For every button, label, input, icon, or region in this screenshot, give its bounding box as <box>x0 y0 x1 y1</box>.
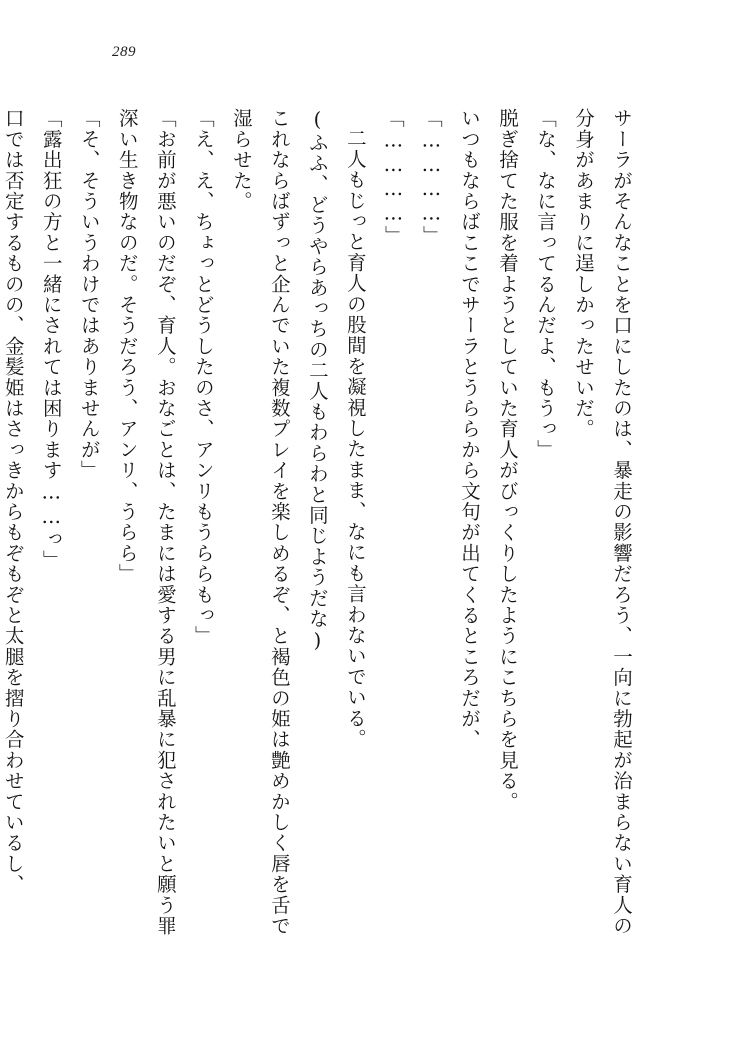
paragraph: 「な、なに言ってるんだよ、もうっ」 <box>533 108 557 460</box>
paragraph: いつもならばここでサーラとうららから文句が出てくるところだが、 <box>457 108 481 750</box>
paragraph-ellipsis: 「…………」 <box>419 108 443 247</box>
paragraph: (ふふ、どうやらあっちの二人もわらわと同じようだな) <box>305 108 329 654</box>
page-number: 289 <box>112 44 136 60</box>
paragraph-ellipsis: 「…………」 <box>381 108 405 247</box>
paragraph: 口では否定するものの、金髪姫はさっきからもぞもぞと太腿を摺り合わせているし、 <box>1 108 25 895</box>
paragraph: 「お前が悪いのだぞ、育人。おなごとは、たまには愛する男に乱暴に犯されたいと願う罪深い生き物なのだ。そうだろう、アンリ、うらら」 <box>115 108 177 937</box>
paragraph: 「え、え、ちょっとどうしたのさ、アンリもうららもっ」 <box>191 108 215 647</box>
paragraph: サーラがそんなことを口にしたのは、暴走の影響だろう、一向に勃起が治まらない育人の分身があまりに逞しかったせいだ。 <box>571 108 633 936</box>
paragraph: これならばずっと企んでいた複数プレイを楽しめるぞ、と褐色の姫は艶めかしく唇を舌で湿らせた。 <box>229 108 291 937</box>
paragraph: 「露出狂の方と一緒にされては困ります……っ」 <box>39 108 63 571</box>
page-text-body <box>1 108 640 938</box>
paragraph: 脱ぎ捨てた服を着ようとしていた育人がびっくりしたようにこちらを見る。 <box>495 108 519 812</box>
paragraph: 「そ、そういうわけではありませんが」 <box>77 108 101 481</box>
paragraph: 二人もじっと育人の股間を凝視したまま、なにも言わないでいる。 <box>343 127 367 749</box>
